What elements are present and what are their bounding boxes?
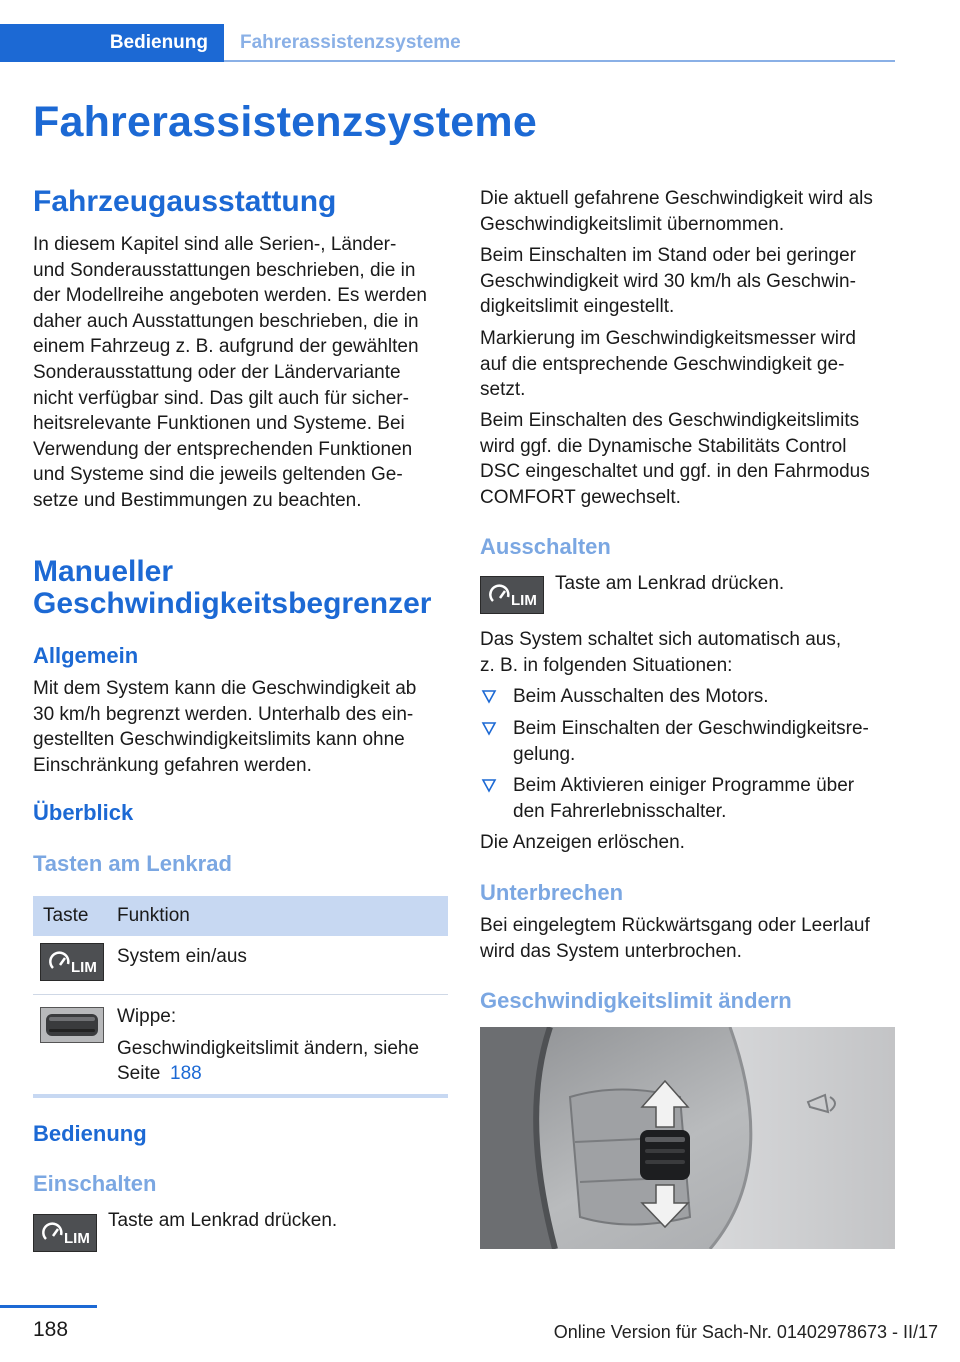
heading-bedienung: Bedienung [33,1121,147,1146]
lim-button-icon [480,576,544,614]
text-line: 30 km/h begrenzt werden. Unterhalb des ein- [33,703,414,725]
text-line: Einschränkung gefahren werden. [33,754,312,776]
text-line: Mit dem System kann die Geschwindigkeit ab [33,678,417,699]
table-header [33,896,448,936]
heading-einschalten: Einschalten [33,1171,157,1196]
page-number: 188 [33,1318,69,1341]
lim-button-icon [33,1214,97,1252]
lim-icon-label: LIM [71,959,97,976]
text-line: setze und Bestimmungen zu beachten. [33,489,362,511]
triangle-bullet-icon [480,719,498,737]
text-line: gelung. [513,743,576,765]
text-line: heitsrelevante Funktionen und Systeme. Bei [33,413,405,435]
heading-ueberblick: Überblick [33,800,134,825]
triangle-bullet-icon [480,687,498,705]
header-divider [224,60,895,62]
text-line: DSC eingeschaltet und ggf. in den Fahrmodus [480,461,870,483]
text-line: Die aktuell gefahrene Geschwindigkeit wird als [480,188,873,209]
paragraph-stand [480,243,895,320]
header-bar [0,24,895,62]
list-item-text [513,773,895,824]
text-line: daher auch Ausstattungen beschrieben, die in [33,310,419,332]
heading-manueller: Manueller [33,555,174,588]
column-header-funktion: Funktion [117,905,190,926]
page-link-188[interactable]: 188 [170,1063,202,1084]
text-line: wird das System unterbrochen. [480,940,742,962]
text-line: einem Fahrzeug z. B. aufgrund der gewählten [33,336,419,358]
list-item [480,684,895,710]
text-line: Verwendung der entsprechenden Funktionen [33,438,413,460]
list-item-text: Beim Ausschalten des Motors. [513,686,769,707]
paragraph-markierung [480,326,895,403]
text-line: und Systeme sind die jeweils geltenden Ge- [33,464,403,486]
paragraph-fahrzeugausstattung [33,232,448,514]
list-item [480,716,895,768]
paragraph-allgemein [33,676,448,778]
heading-tasten-am-lenkrad: Tasten am Lenkrad [33,851,232,876]
paragraph-unterbrechen [480,913,895,964]
triangle-bullet-icon [480,776,498,794]
text-line: Bei eingelegtem Rückwärtsgang oder Leerlauf [480,915,870,936]
text-line: Das System schaltet sich automatisch aus, [480,629,842,650]
text-line: auf die entsprechende Geschwindigkeit ge- [480,353,845,375]
text-line: digkeitslimit eingestellt. [480,296,675,318]
text-line: z. B. in folgenden Situationen: [480,654,733,676]
heading-fahrzeugausstattung: Fahrzeugausstattung [33,185,337,218]
text-line: Beim Einschalten des Geschwindigkeitslimits [480,410,860,431]
heading-geschwindigkeitslimit-aendern: Geschwindigkeitslimit ändern [480,988,792,1013]
list-item [480,773,895,825]
lim-icon-label: LIM [64,1230,90,1247]
tab-fahrerassistenzsysteme[interactable]: Fahrerassistenzsysteme [240,32,461,53]
heading-geschwindigkeitsbegrenzer: Geschwindigkeitsbegrenzer [33,587,432,620]
text-line: Beim Aktivieren einiger Programme über [513,775,855,796]
heading-ausschalten: Ausschalten [480,534,611,559]
table-row-1-function: System ein/aus [117,946,247,967]
paragraph-dsc [480,408,895,510]
paragraph-einschalten: Taste am Lenkrad drücken. [108,1210,338,1231]
paragraph-automatisch [480,627,895,678]
page-title: Fahrerassistenzsysteme [33,98,537,146]
table-row-2-label: Wippe: [117,1006,177,1027]
tab-bedienung[interactable]: Bedienung [0,24,224,62]
text-line: und Sonderausstattungen beschrieben, die in [33,259,416,281]
text-line: den Fahrerlebnisschalter. [513,800,727,822]
paragraph-anzeigen: Die Anzeigen erlöschen. [480,832,685,853]
text-line: In diesem Kapitel sind alle Serien-, Länder- [33,234,397,255]
text-line: nicht verfügbar sind. Das gilt auch für sicher- [33,387,409,409]
table-row-2-page-prefix: Seite [117,1063,161,1084]
table-bottom-rule [33,1094,448,1098]
heading-unterbrechen: Unterbrechen [480,880,624,905]
keys-table [33,896,448,1098]
footer-rule [0,1305,97,1308]
footer-online-version: Online Version für Sach-Nr. 01402978673 - II/17 [553,1322,938,1342]
text-line: Geschwindigkeit wird 30 km/h als Geschwin- [480,270,856,292]
column-header-taste: Taste [43,905,89,926]
text-line: Markierung im Geschwindigkeitsmesser wird [480,328,856,349]
lim-icon-label: LIM [511,592,537,609]
steering-wheel-photo [480,1027,895,1249]
rocker-switch-icon [40,1007,104,1043]
paragraph-uebernahme [480,186,895,237]
text-line: Sonderausstattung oder der Ländervariante [33,361,401,383]
text-line: wird ggf. die Dynamische Stabilitäts Control [480,435,847,457]
text-line: Beim Einschalten der Geschwindigkeitsre- [513,718,869,739]
text-line: Geschwindigkeitslimit übernommen. [480,213,785,235]
text-line: setzt. [480,379,526,401]
table-row-divider [33,994,448,995]
text-line: Beim Einschalten im Stand oder bei geringer [480,245,856,266]
table-row-2-description: Geschwindigkeitslimit ändern, siehe [117,1038,420,1059]
text-line: COMFORT gewechselt. [480,486,681,508]
lim-button-icon [40,943,104,981]
heading-allgemein: Allgemein [33,643,139,668]
text-line: gestellten Geschwindigkeitslimits kann ohne [33,729,405,751]
paragraph-ausschalten: Taste am Lenkrad drücken. [555,573,785,594]
list-item-text [513,716,895,767]
text-line: der Modellreihe angeboten werden. Es werden [33,285,427,307]
